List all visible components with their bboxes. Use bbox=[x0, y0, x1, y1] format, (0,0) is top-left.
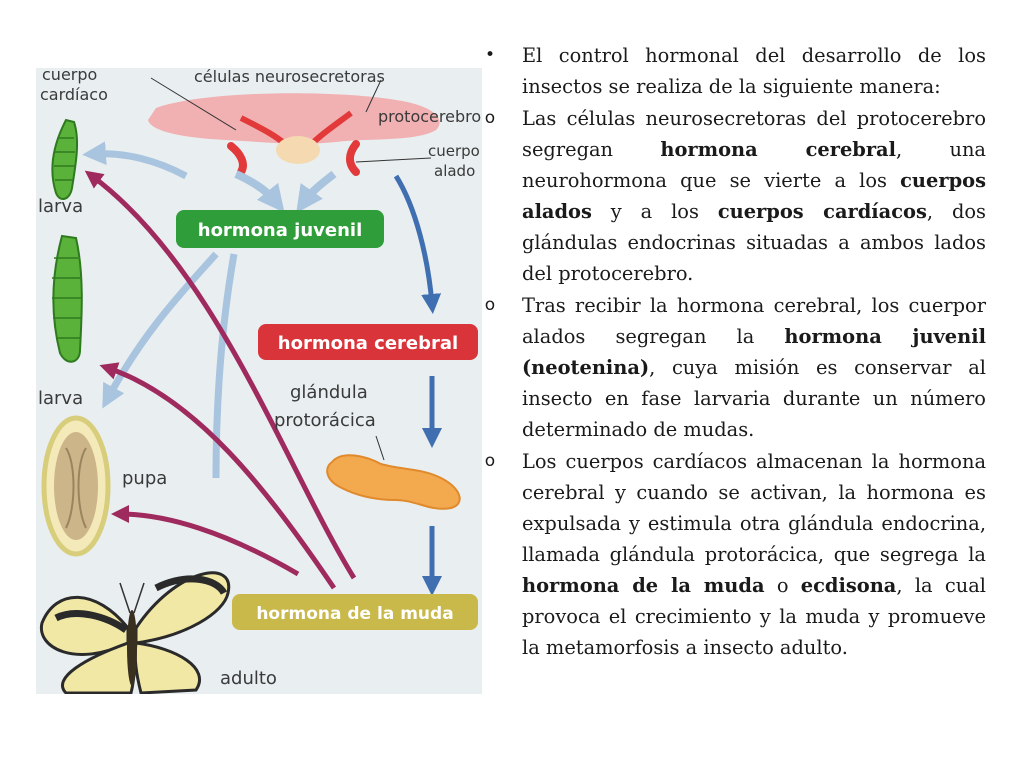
arrow-to-juvenile-left bbox=[236, 174, 276, 202]
text-run: , cuya misión es conservar al insecto en fase larvaria durante un número determinado de mudas. bbox=[522, 356, 986, 441]
juvenile-hormone-label: hormona juvenil bbox=[197, 220, 363, 241]
bullet-marker: o bbox=[484, 295, 496, 315]
text-run: Las células neurosecretoras del protocerebro segregan bbox=[522, 107, 986, 161]
arrow-to-juvenile-right bbox=[304, 174, 334, 202]
label-cuerpo-cardiaco-1: cuerpo bbox=[42, 68, 98, 84]
pupa-shape bbox=[44, 418, 108, 554]
text-run: El control hormonal del desarrollo de los insectos se realiza de la siguiente manera: bbox=[522, 44, 986, 98]
text-run: , una neurohormona que se vierte a los bbox=[522, 138, 986, 192]
larva-2-shape bbox=[52, 236, 82, 362]
cerebral-hormone-label: hormona cerebral bbox=[277, 333, 459, 354]
bold-term: cuerpos alados bbox=[522, 169, 986, 223]
cerebral-hormone-box bbox=[258, 324, 478, 360]
label-protocerebro: protocerebro bbox=[378, 107, 482, 126]
text-item-3 bbox=[480, 446, 986, 663]
label-cuerpo-alado-2: alado bbox=[434, 162, 476, 180]
text-run: Los cuerpos cardíacos almacenan la hormona cerebral y cuando se activan, la hormona es expulsada y estimula otra glándula endocrina, llamada glándula protorácica, que segrega la bbox=[522, 450, 986, 566]
label-cuerpo-alado-1: cuerpo bbox=[428, 142, 480, 160]
molting-hormone-box bbox=[232, 594, 478, 630]
text-item-2 bbox=[480, 290, 986, 445]
paragraph bbox=[522, 446, 986, 663]
bullet-marker: o bbox=[484, 451, 496, 471]
arrow-molting-to-pupa bbox=[120, 514, 298, 574]
explanation-text bbox=[480, 40, 986, 664]
label-larva-2: larva bbox=[38, 388, 84, 409]
bold-term: hormona de la muda bbox=[522, 574, 765, 597]
label-glandula-1: glándula bbox=[290, 382, 368, 403]
label-pupa: pupa bbox=[122, 468, 168, 489]
arrow-juvenile-to-larva-1 bbox=[94, 154, 186, 176]
arrow-to-cerebral bbox=[396, 176, 432, 304]
molting-hormone-label: hormona de la muda bbox=[256, 604, 454, 624]
label-celulas-neurosecretoras: células neurosecretoras bbox=[194, 68, 385, 86]
label-glandula-2: protorácica bbox=[274, 410, 376, 431]
text-run: , dos glándulas endocrinas situadas a ambos lados del protocerebro. bbox=[522, 200, 986, 285]
label-larva-1: larva bbox=[38, 196, 84, 217]
text-run: y a los bbox=[591, 200, 718, 223]
bold-term: cuerpos cardíacos bbox=[717, 200, 927, 223]
paragraph bbox=[522, 290, 986, 445]
juvenile-hormone-box bbox=[176, 210, 384, 248]
larva-1-shape bbox=[52, 120, 77, 199]
bold-term: hormona juvenil (neotenina) bbox=[522, 325, 986, 379]
label-adulto: adulto bbox=[220, 668, 277, 689]
bold-term: hormona cerebral bbox=[660, 138, 896, 161]
text-run: o bbox=[764, 574, 801, 597]
hormone-diagram bbox=[36, 68, 482, 694]
paragraph bbox=[522, 103, 986, 289]
label-cuerpo-cardiaco-2: cardíaco bbox=[40, 85, 108, 104]
text-run: Tras recibir la hormona cerebral, los cuerpor alados segregan la bbox=[522, 294, 986, 348]
prothoracic-gland-shape bbox=[327, 436, 460, 509]
paragraph bbox=[522, 40, 986, 102]
text-item-1 bbox=[480, 103, 986, 289]
bullet-marker: • bbox=[484, 45, 496, 65]
bold-term: ecdisona bbox=[800, 574, 897, 597]
butterfly-shape bbox=[41, 573, 228, 693]
text-run: , la cual provoca el crecimiento y la muda y promueve la metamorfosis a insecto adulto. bbox=[522, 574, 986, 659]
bullet-marker: o bbox=[484, 108, 496, 128]
text-item-0 bbox=[480, 40, 986, 102]
hormone-diagram-svg bbox=[36, 68, 482, 694]
